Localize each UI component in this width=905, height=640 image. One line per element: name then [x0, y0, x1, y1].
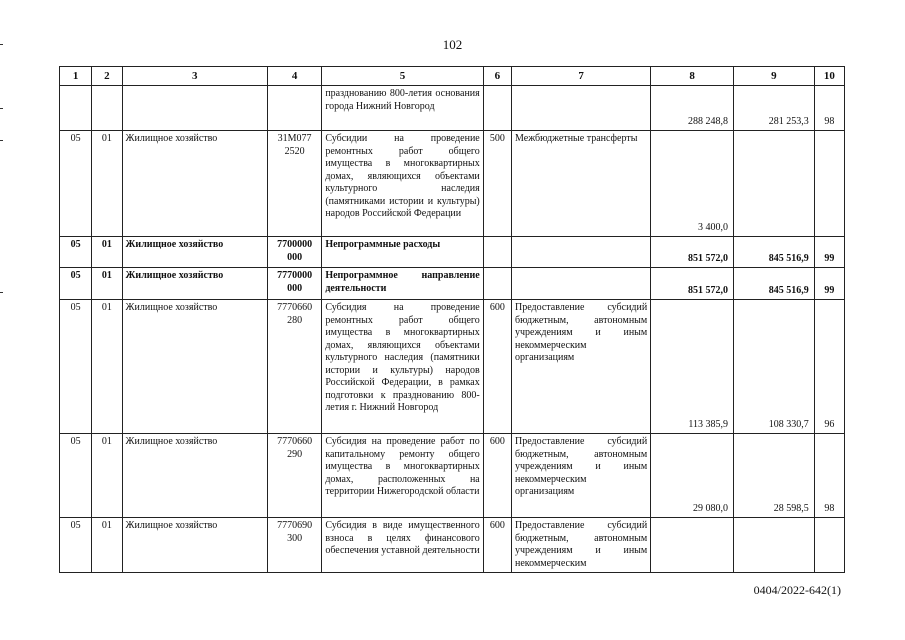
- cell-planned-amount: 113 385,9: [651, 300, 734, 434]
- cell-target-article: 7770000 000: [267, 268, 321, 300]
- cell-expense-type: [483, 86, 511, 131]
- margin-mark: [0, 140, 3, 141]
- table-row: [60, 268, 845, 300]
- page-number: 102: [442, 37, 463, 52]
- cell-expense-name: Предоставление субсидий бюджетным, автономным учреждениям и иным некоммерческим организациям: [512, 434, 651, 518]
- cell-name: Жилищное хозяйство: [122, 300, 267, 434]
- cell-target-article: 7770660 280: [267, 300, 321, 434]
- cell-percent: 99: [814, 237, 844, 268]
- margin-mark: [0, 108, 3, 109]
- cell-description: Непрограммные расходы: [322, 237, 483, 268]
- cell-actual-amount: [733, 518, 814, 573]
- column-header: 7: [512, 67, 651, 86]
- cell-expense-type: [483, 268, 511, 300]
- cell-expense-name: Предоставление субсидий бюджетным, автономным учреждениям и иным некоммерческим: [512, 518, 651, 573]
- cell-planned-amount: 851 572,0: [651, 268, 734, 300]
- cell-percent: 98: [814, 86, 844, 131]
- cell-planned-amount: 288 248,8: [651, 86, 734, 131]
- cell-target-article: 7700000 000: [267, 237, 321, 268]
- cell-percent: 96: [814, 300, 844, 434]
- cell-actual-amount: 281 253,3: [733, 86, 814, 131]
- column-header: 8: [651, 67, 734, 86]
- cell-target-article: 7770690 300: [267, 518, 321, 573]
- document-code: 0404/2022-642(1): [753, 583, 841, 597]
- cell-actual-amount: [733, 131, 814, 237]
- cell-percent: [814, 131, 844, 237]
- cell-expense-type: 600: [483, 518, 511, 573]
- cell-name: Жилищное хозяйство: [122, 434, 267, 518]
- cell-subsection: 01: [92, 268, 122, 300]
- cell-subsection: 01: [92, 434, 122, 518]
- cell-section: 05: [60, 300, 92, 434]
- cell-expense-type: 500: [483, 131, 511, 237]
- cell-percent: 99: [814, 268, 844, 300]
- cell-actual-amount: 28 598,5: [733, 434, 814, 518]
- cell-name: [122, 86, 267, 131]
- cell-expense-name: [512, 86, 651, 131]
- column-header: 5: [322, 67, 483, 86]
- cell-expense-type: 600: [483, 300, 511, 434]
- cell-planned-amount: 29 080,0: [651, 434, 734, 518]
- cell-description: Субсидии на проведение ремонтных работ общего имущества в многоквартирных домах, являющихся объектами культурного наследия (памятниками истории и культуры) народов Российской Федерации: [322, 131, 483, 237]
- cell-description: Субсидия на проведение работ по капитальному ремонту общего имущества в многоквартирных домах, расположенных на территории Нижегородской области: [322, 434, 483, 518]
- cell-name: Жилищное хозяйство: [122, 131, 267, 237]
- cell-subsection: 01: [92, 131, 122, 237]
- cell-name: Жилищное хозяйство: [122, 268, 267, 300]
- cell-target-article: 31М077 2520: [267, 131, 321, 237]
- cell-actual-amount: 108 330,7: [733, 300, 814, 434]
- cell-actual-amount: 845 516,9: [733, 268, 814, 300]
- cell-subsection: 01: [92, 300, 122, 434]
- cell-description: Субсидия в виде имущественного взноса в целях финансового обеспечения уставной деятельности: [322, 518, 483, 573]
- table-row: [60, 131, 845, 237]
- cell-section: 05: [60, 518, 92, 573]
- cell-description: Непрограммное направление деятельности: [322, 268, 483, 300]
- table-row: [60, 300, 845, 434]
- cell-percent: 98: [814, 434, 844, 518]
- cell-expense-name: Межбюджетные трансферты: [512, 131, 651, 237]
- column-header: 4: [267, 67, 321, 86]
- cell-actual-amount: 845 516,9: [733, 237, 814, 268]
- table-row: [60, 237, 845, 268]
- cell-description: Субсидия на проведение ремонтных работ общего имущества в многоквартирных домах, являющихся объектами культурного наследия (памятники истории и культуры) народов Российской Федерации, в рамках подготовки к празднованию 800-летия г. Нижний Новгород: [322, 300, 483, 434]
- cell-section: 05: [60, 434, 92, 518]
- column-header: 3: [122, 67, 267, 86]
- cell-section: 05: [60, 237, 92, 268]
- cell-name: Жилищное хозяйство: [122, 518, 267, 573]
- table-row: [60, 86, 845, 131]
- column-header: 6: [483, 67, 511, 86]
- table-row: [60, 518, 845, 573]
- cell-expense-name: [512, 268, 651, 300]
- cell-subsection: 01: [92, 518, 122, 573]
- cell-target-article: [267, 86, 321, 131]
- cell-expense-name: [512, 237, 651, 268]
- margin-mark: [0, 44, 3, 45]
- column-header: 1: [60, 67, 92, 86]
- cell-planned-amount: 3 400,0: [651, 131, 734, 237]
- cell-name: Жилищное хозяйство: [122, 237, 267, 268]
- cell-section: 05: [60, 268, 92, 300]
- column-header: 9: [733, 67, 814, 86]
- cell-target-article: 7770660 290: [267, 434, 321, 518]
- margin-mark: [0, 292, 3, 293]
- cell-expense-type: [483, 237, 511, 268]
- table-row: [60, 434, 845, 518]
- budget-table: [59, 66, 845, 573]
- header-row: [60, 67, 845, 86]
- cell-percent: [814, 518, 844, 573]
- cell-subsection: 01: [92, 237, 122, 268]
- cell-section: 05: [60, 131, 92, 237]
- column-header: 2: [92, 67, 122, 86]
- cell-section: [60, 86, 92, 131]
- cell-expense-name: Предоставление субсидий бюджетным, автономным учреждениям и иным некоммерческим организациям: [512, 300, 651, 434]
- cell-planned-amount: [651, 518, 734, 573]
- cell-planned-amount: 851 572,0: [651, 237, 734, 268]
- column-header: 10: [814, 67, 844, 86]
- cell-expense-type: 600: [483, 434, 511, 518]
- cell-description: празднованию 800-летия основания города Нижний Новгород: [322, 86, 483, 131]
- cell-subsection: [92, 86, 122, 131]
